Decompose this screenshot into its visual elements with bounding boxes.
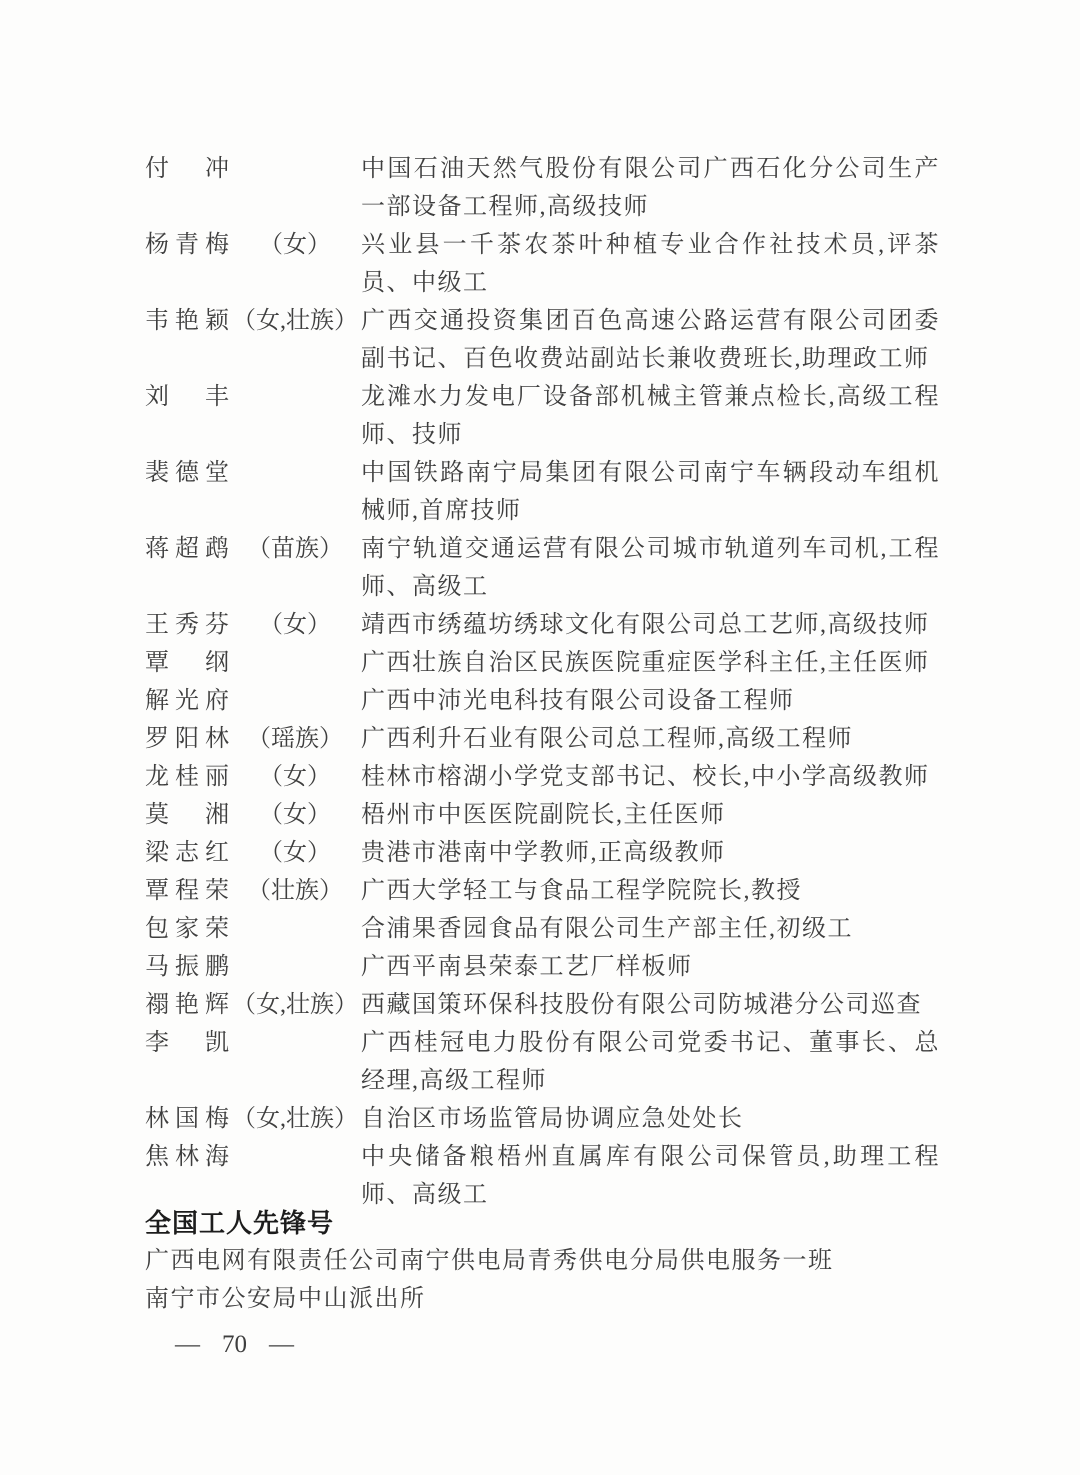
page-number-dash-right: — [269, 1331, 294, 1358]
collective-line: 南宁市公安局中山派出所 [145, 1286, 426, 1312]
awardee-row [145, 948, 940, 986]
awardee-position-description: 龙滩水力发电厂设备部机械主管兼点检长,高级工程师、技师 [361, 384, 940, 448]
page-number [175, 1326, 940, 1364]
awardee-position-description: 合浦果香园食品有限公司生产部主任,初级工 [361, 916, 853, 942]
awardee-row [145, 834, 940, 872]
awardee-gender-ethnic-label: （女） [259, 612, 331, 638]
awardee-name: 包家荣 [145, 916, 229, 942]
awardee-gender-ethnic-label [229, 682, 361, 720]
awardee-list [145, 150, 940, 1214]
awardee-name: 刘丰 [145, 384, 229, 410]
awardee-name: 龙桂丽 [145, 764, 229, 790]
awardee-position-description: 广西交通投资集团百色高速公路运营有限公司团委副书记、百色收费站副站长兼收费班长,助理政工师 [361, 308, 940, 372]
awardee-row [145, 910, 940, 948]
awardee-name: 覃纲 [145, 650, 229, 676]
awardee-name: 解光府 [145, 688, 229, 714]
awardee-row [145, 1100, 940, 1138]
awardee-position-description: 广西中沛光电科技有限公司设备工程师 [361, 688, 795, 714]
awardee-name: 杨青梅 [145, 232, 229, 258]
awardee-row [145, 796, 940, 834]
awardee-name: 禤艳辉 [145, 992, 229, 1018]
awardee-position-description: 广西壮族自治区民族医院重症医学科主任,主任医师 [361, 650, 930, 676]
awardee-gender-ethnic-label: （女,壮族） [232, 992, 358, 1018]
awardee-name: 李凯 [145, 1030, 229, 1056]
awardee-gender-ethnic-label: （苗族） [247, 536, 343, 562]
awardee-row [145, 530, 940, 606]
collective-line: 广西电网有限责任公司南宁供电局青秀供电分局供电服务一班 [145, 1248, 834, 1274]
awardee-row [145, 986, 940, 1024]
awardee-row [145, 226, 940, 302]
awardee-row [145, 872, 940, 910]
awardee-gender-ethnic-label [229, 1138, 361, 1214]
awardee-position-description: 南宁轨道交通运营有限公司城市轨道列车司机,工程师、高级工 [361, 536, 940, 600]
awardee-name: 蒋超鹉 [145, 536, 229, 562]
awardee-name: 梁志红 [145, 840, 229, 866]
awardee-position-description: 广西桂冠电力股份有限公司党委书记、董事长、总经理,高级工程师 [361, 1030, 940, 1094]
awardee-position-description: 兴业县一千茶农茶叶种植专业合作社技术员,评茶员、中级工 [361, 232, 940, 296]
awardee-row [145, 606, 940, 644]
awardee-name: 付冲 [145, 156, 229, 182]
awardee-name: 马振鹏 [145, 954, 229, 980]
awardee-name: 莫湘 [145, 802, 229, 828]
awardee-row [145, 1024, 940, 1100]
awardee-position-description: 中国铁路南宁局集团有限公司南宁车辆段动车组机械师,首席技师 [361, 460, 940, 524]
awardee-row [145, 1138, 940, 1214]
awardee-row [145, 758, 940, 796]
page-number-value: 70 [222, 1331, 247, 1358]
awardee-gender-ethnic-label: （女） [259, 840, 331, 866]
section-heading: 全国工人先锋号 [145, 1208, 335, 1238]
awardee-gender-ethnic-label: （瑶族） [247, 726, 343, 752]
awardee-gender-ethnic-label: （女） [259, 802, 331, 828]
awardee-gender-ethnic-label: （女） [259, 764, 331, 790]
awardee-row [145, 302, 940, 378]
awardee-position-description: 靖西市绣蕴坊绣球文化有限公司总工艺师,高级技师 [361, 612, 930, 638]
awardee-name: 王秀芬 [145, 612, 229, 638]
awardee-gender-ethnic-label [229, 150, 361, 226]
awardee-gender-ethnic-label [229, 378, 361, 454]
awardee-gender-ethnic-label: （女,壮族） [232, 308, 358, 334]
awardee-gender-ethnic-label [229, 454, 361, 530]
awardee-position-description: 广西大学轻工与食品工程学院院长,教授 [361, 878, 802, 904]
awardee-position-description: 西藏国策环保科技股份有限公司防城港分公司巡查 [361, 992, 922, 1018]
awardee-position-description: 自治区市场监管局协调应急处处长 [361, 1106, 744, 1132]
awardee-position-description: 中央储备粮梧州直属库有限公司保管员,助理工程师、高级工 [361, 1144, 940, 1208]
awardee-name: 韦艳颖 [145, 308, 229, 334]
awardee-gender-ethnic-label [229, 1024, 361, 1100]
awardee-gender-ethnic-label [229, 910, 361, 948]
awardee-position-description: 中国石油天然气股份有限公司广西石化分公司生产一部设备工程师,高级技师 [361, 156, 940, 220]
awardee-position-description: 桂林市榕湖小学党支部书记、校长,中小学高级教师 [361, 764, 930, 790]
awardee-row [145, 454, 940, 530]
awardee-name: 覃程荣 [145, 878, 229, 904]
awardee-gender-ethnic-label: （壮族） [247, 878, 343, 904]
awardee-row [145, 682, 940, 720]
awardee-name: 裴德堂 [145, 460, 229, 486]
awardee-row [145, 378, 940, 454]
awardee-gender-ethnic-label: （女） [259, 232, 331, 258]
awardee-gender-ethnic-label: （女,壮族） [232, 1106, 358, 1132]
awardee-name: 焦林海 [145, 1144, 229, 1170]
awardee-row [145, 150, 940, 226]
awardee-position-description: 广西平南县荣泰工艺厂样板师 [361, 954, 693, 980]
awardee-name: 罗阳林 [145, 726, 229, 752]
awardee-name: 林国梅 [145, 1106, 229, 1132]
awardee-gender-ethnic-label [229, 644, 361, 682]
awardee-position-description: 梧州市中医医院副院长,主任医师 [361, 802, 726, 828]
awardee-gender-ethnic-label [229, 948, 361, 986]
awardee-position-description: 广西利升石业有限公司总工程师,高级工程师 [361, 726, 853, 752]
page-number-dash-left: — [175, 1331, 200, 1358]
awardee-row [145, 720, 940, 758]
awardee-position-description: 贵港市港南中学教师,正高级教师 [361, 840, 726, 866]
awardee-row [145, 644, 940, 682]
